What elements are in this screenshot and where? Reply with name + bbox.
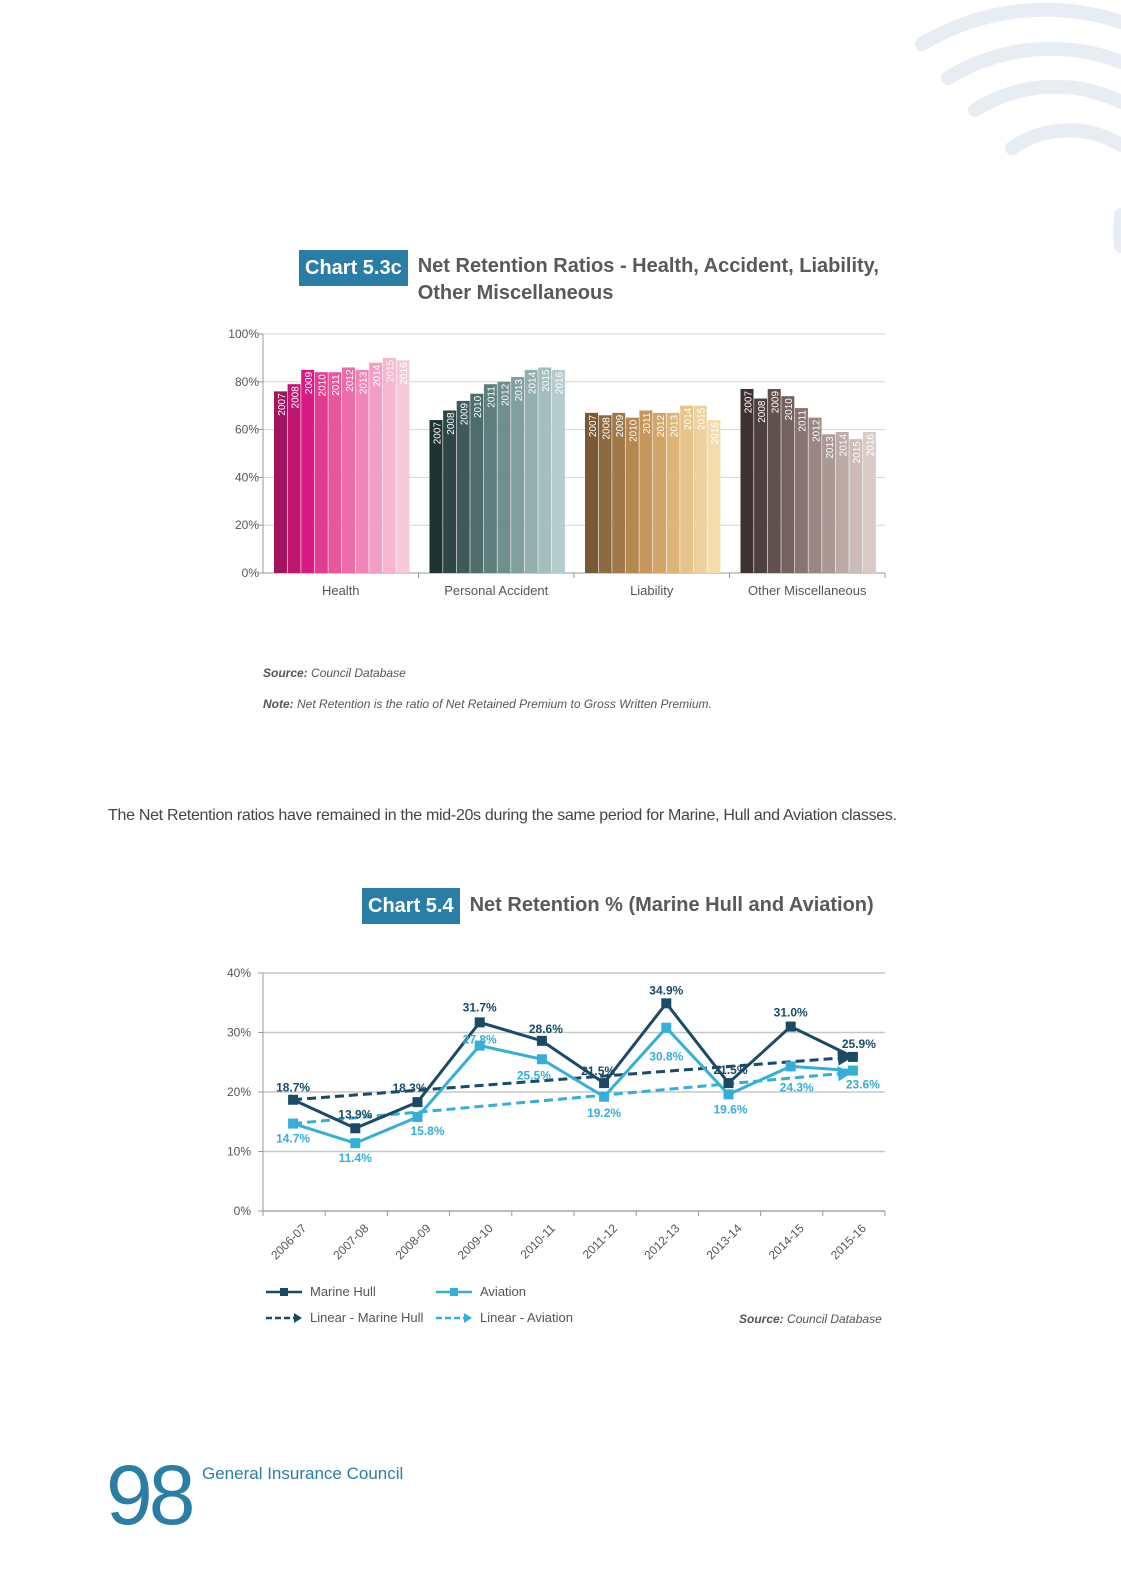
data-label: 19.2% bbox=[587, 1105, 622, 1120]
bar-year-label: 2015 bbox=[541, 369, 553, 392]
bar bbox=[498, 382, 511, 573]
bar bbox=[301, 370, 314, 573]
x-category-label: Personal Accident bbox=[444, 583, 549, 598]
data-label: 11.4% bbox=[338, 1151, 372, 1166]
bar bbox=[315, 372, 328, 573]
series-line bbox=[293, 1003, 853, 1128]
x-tick-label: 2014-15 bbox=[765, 1221, 807, 1263]
chart-title-line-1: Net Retention Ratios - Health, Accident, Liability, bbox=[417, 255, 879, 277]
data-point bbox=[288, 1119, 298, 1129]
bar-year-label: 2009 bbox=[770, 390, 782, 414]
data-point bbox=[724, 1078, 734, 1088]
bar-year-label: 2015 bbox=[385, 359, 397, 383]
bar-year-label: 2007 bbox=[587, 414, 599, 438]
data-point bbox=[786, 1061, 796, 1071]
bar-year-label: 2011 bbox=[797, 410, 809, 432]
legend-label: Linear - Aviation bbox=[480, 1310, 573, 1325]
data-point bbox=[475, 1017, 485, 1027]
data-label: 15.8% bbox=[410, 1123, 445, 1138]
legend-item-linear-aviation bbox=[434, 1310, 573, 1325]
bar-year-label: 2015 bbox=[852, 441, 864, 464]
data-label: 25.9% bbox=[841, 1036, 876, 1051]
note-text: Net Retention is the ratio of Net Retained Premium to Gross Written Premium. bbox=[297, 697, 712, 711]
bar-year-label: 2012 bbox=[500, 383, 512, 407]
y-tick-label: 0% bbox=[241, 566, 259, 580]
data-point bbox=[413, 1097, 423, 1107]
legend-label: Linear - Marine Hull bbox=[310, 1310, 424, 1325]
bar-year-label: 2013 bbox=[513, 379, 525, 402]
data-point bbox=[724, 1089, 734, 1099]
bar-chart bbox=[0, 320, 1121, 620]
bar bbox=[525, 370, 538, 573]
data-label: 30.8% bbox=[649, 1049, 684, 1064]
chart-5-3c-heading bbox=[299, 250, 879, 307]
x-tick-label: 2008-09 bbox=[392, 1221, 434, 1263]
bar-year-label: 2011 bbox=[642, 412, 654, 434]
bar bbox=[795, 408, 808, 573]
x-tick-label: 2012-13 bbox=[641, 1221, 683, 1263]
data-label: 18.7% bbox=[276, 1080, 311, 1095]
x-tick-label: 2011-12 bbox=[579, 1221, 621, 1262]
data-point bbox=[599, 1092, 609, 1102]
bar-year-label: 2014 bbox=[683, 407, 694, 430]
bar bbox=[511, 377, 524, 573]
bar bbox=[342, 367, 355, 573]
bar-year-label: 2012 bbox=[655, 414, 667, 438]
y-tick-label: 20% bbox=[234, 518, 259, 533]
x-tick-label: 2013-14 bbox=[703, 1221, 745, 1263]
bar-year-label: 2007 bbox=[432, 422, 444, 445]
bar bbox=[470, 394, 483, 573]
data-label: 25.5% bbox=[516, 1068, 551, 1083]
bar bbox=[484, 384, 497, 573]
bar-year-label: 2012 bbox=[811, 419, 823, 442]
y-tick-label: 0% bbox=[233, 1204, 251, 1218]
bar-year-label: 2010 bbox=[784, 398, 796, 421]
x-tick-label: 2010-11 bbox=[517, 1221, 559, 1262]
legend-item-linear-marine-hull bbox=[264, 1310, 423, 1325]
data-point bbox=[288, 1095, 298, 1105]
line-chart bbox=[0, 955, 1121, 1275]
source-text: Council Database bbox=[311, 666, 406, 680]
bar-year-label: 2015 bbox=[696, 407, 708, 430]
bar bbox=[396, 360, 409, 573]
bar-year-label: 2008 bbox=[445, 412, 457, 435]
data-label: 31.0% bbox=[773, 1005, 808, 1020]
bar-year-label: 2009 bbox=[615, 414, 626, 438]
chart-tag: Chart 5.3c bbox=[299, 250, 408, 286]
source-label: Source: bbox=[739, 1312, 784, 1326]
marine-hull-line-icon bbox=[264, 1285, 304, 1299]
y-tick-label: 40% bbox=[226, 966, 251, 980]
data-label: 28.6% bbox=[528, 1021, 563, 1036]
bar bbox=[741, 389, 754, 573]
data-point bbox=[537, 1036, 547, 1046]
y-tick-label: 80% bbox=[234, 374, 259, 389]
bar-year-label: 2011 bbox=[486, 386, 498, 408]
note-label: Note: bbox=[263, 697, 294, 711]
definition-note bbox=[263, 697, 712, 711]
bar bbox=[274, 391, 287, 573]
x-tick-label: 2015-16 bbox=[827, 1221, 870, 1263]
aviation-line-icon bbox=[434, 1285, 474, 1299]
y-tick-label: 10% bbox=[226, 1144, 251, 1159]
bar-year-label: 2010 bbox=[473, 395, 485, 418]
data-point bbox=[848, 1066, 858, 1076]
bar-year-label: 2011 bbox=[331, 374, 343, 396]
source-text: Council Database bbox=[787, 1312, 882, 1326]
bar-year-label: 2013 bbox=[824, 436, 836, 459]
y-tick-label: 100% bbox=[228, 327, 259, 341]
x-tick-label: 2007-08 bbox=[330, 1221, 372, 1263]
bar bbox=[457, 401, 470, 573]
bar-year-label: 2007 bbox=[276, 393, 288, 416]
data-point bbox=[848, 1052, 858, 1062]
bar bbox=[328, 372, 341, 573]
y-tick-label: 60% bbox=[234, 422, 259, 437]
bar-year-label: 2016 bbox=[554, 371, 566, 395]
source-label: Source: bbox=[263, 666, 308, 680]
source-note bbox=[739, 1312, 882, 1326]
data-label: 31.7% bbox=[462, 1000, 497, 1015]
data-point bbox=[350, 1123, 360, 1133]
chart-title-line-2: Other Miscellaneous bbox=[417, 282, 614, 304]
chart-5-4-heading bbox=[362, 888, 874, 924]
bar-year-label: 2008 bbox=[756, 400, 768, 423]
x-tick-label: 2009-10 bbox=[454, 1221, 496, 1263]
source-note bbox=[263, 666, 406, 680]
data-point bbox=[661, 998, 671, 1008]
data-label: 14.7% bbox=[276, 1131, 311, 1146]
data-label: 19.6% bbox=[713, 1102, 748, 1117]
bar-year-label: 2014 bbox=[527, 371, 539, 395]
legend-label: Aviation bbox=[480, 1284, 527, 1299]
y-tick-label: 20% bbox=[226, 1085, 251, 1099]
bar bbox=[754, 399, 767, 573]
data-label: 21.5% bbox=[581, 1064, 616, 1079]
bar bbox=[356, 370, 369, 573]
y-tick-label: 40% bbox=[234, 470, 259, 485]
bar-year-label: 2016 bbox=[399, 362, 411, 385]
bar-year-label: 2009 bbox=[304, 371, 315, 395]
bar-year-label: 2010 bbox=[317, 374, 329, 397]
data-label: 23.6% bbox=[845, 1077, 880, 1092]
bar-year-label: 2010 bbox=[628, 419, 640, 442]
bar-year-label: 2013 bbox=[358, 371, 370, 395]
bar bbox=[369, 363, 382, 573]
bar bbox=[383, 358, 396, 573]
body-paragraph: The Net Retention ratios have remained in the mid-20s during the same period for Marine, Hull and Aviation classes. bbox=[108, 807, 897, 824]
chart-title bbox=[418, 250, 879, 307]
aviation-trend-icon bbox=[434, 1311, 474, 1325]
legend-label: Marine Hull bbox=[310, 1284, 376, 1299]
data-label: 24.3% bbox=[779, 1080, 814, 1095]
x-tick-label: 2006-07 bbox=[268, 1221, 310, 1263]
x-category-label: Liability bbox=[630, 583, 674, 598]
bar bbox=[768, 389, 781, 573]
bar-year-label: 2016 bbox=[710, 422, 722, 445]
data-label: 34.9% bbox=[649, 983, 684, 998]
publisher-name: General Insurance Council bbox=[202, 1464, 404, 1483]
data-point bbox=[661, 1023, 671, 1033]
bar-year-label: 2007 bbox=[743, 390, 755, 414]
data-label: 21.5% bbox=[713, 1063, 748, 1078]
bar-year-label: 2014 bbox=[838, 433, 850, 457]
bar bbox=[781, 396, 794, 573]
x-category-label: Health bbox=[321, 583, 360, 598]
bar-year-label: 2013 bbox=[669, 414, 681, 438]
bar bbox=[288, 384, 301, 573]
legend-item-aviation bbox=[434, 1284, 526, 1299]
data-point bbox=[413, 1112, 423, 1122]
data-point bbox=[599, 1078, 609, 1088]
y-tick-label: 30% bbox=[226, 1025, 251, 1040]
page-number: 98 bbox=[106, 1448, 192, 1542]
bar-year-label: 2012 bbox=[344, 369, 356, 392]
bar-year-label: 2008 bbox=[601, 417, 613, 440]
data-label: 18.3% bbox=[392, 1081, 427, 1096]
bar-year-label: 2009 bbox=[459, 402, 471, 426]
legend-item-marine-hull bbox=[264, 1284, 376, 1299]
data-point bbox=[350, 1138, 360, 1148]
bar-year-label: 2008 bbox=[290, 386, 302, 409]
data-label: 27.8% bbox=[462, 1032, 497, 1047]
chart-title: Net Retention % (Marine Hull and Aviation) bbox=[469, 894, 874, 916]
marine-hull-trend-icon bbox=[264, 1311, 304, 1325]
data-point bbox=[537, 1054, 547, 1064]
trend-line bbox=[293, 1073, 847, 1124]
data-point bbox=[786, 1022, 796, 1032]
bar-year-label: 2014 bbox=[372, 364, 383, 387]
data-label: 13.9% bbox=[338, 1107, 373, 1122]
arc-decoration bbox=[0, 0, 1121, 280]
x-category-label: Other Miscellaneous bbox=[748, 583, 867, 598]
chart-tag: Chart 5.4 bbox=[362, 888, 460, 924]
bar-year-label: 2016 bbox=[865, 433, 877, 457]
bar bbox=[552, 370, 565, 573]
bar bbox=[538, 367, 551, 573]
